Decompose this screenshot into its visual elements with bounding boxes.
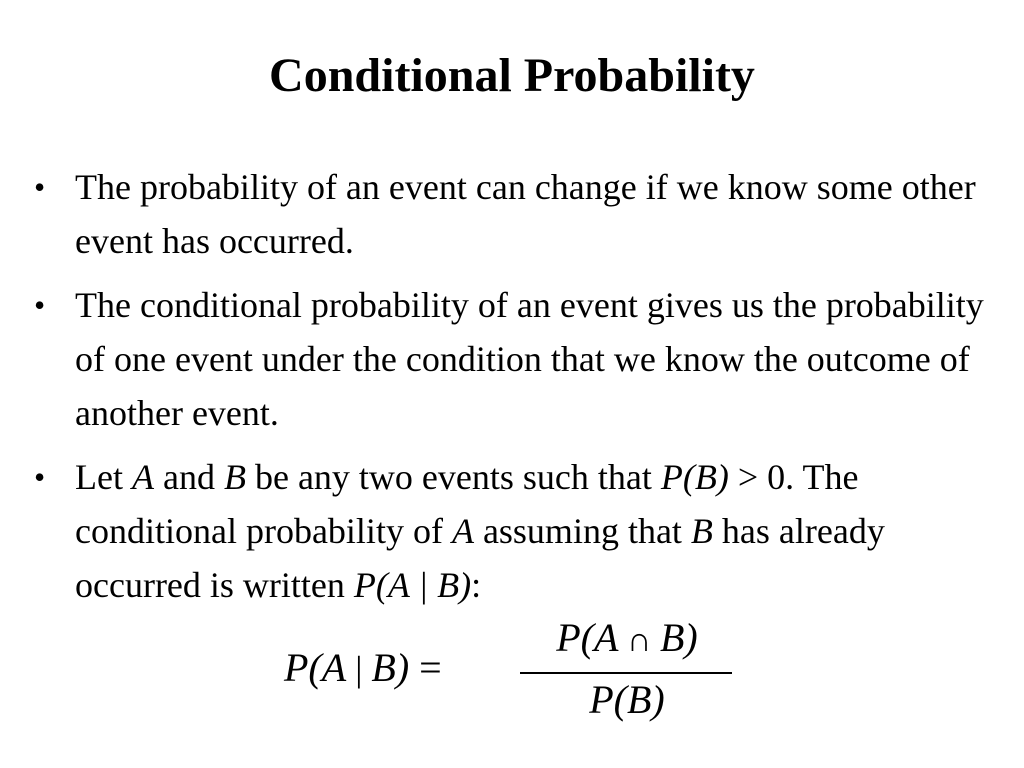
bullet-item: [32, 450, 992, 612]
text-segment: be any two events such that: [245, 457, 661, 497]
formula-lhs-close: B): [371, 645, 410, 690]
formula-lhs: [284, 644, 442, 691]
formula-denominator: P(B): [589, 677, 665, 722]
formula-lhs-open: P(A: [284, 645, 347, 690]
text-segment: > 0. The conditional probability of: [75, 457, 859, 551]
fraction-bar: [520, 672, 732, 674]
slide-title: Conditional Probability: [269, 49, 755, 102]
bullet-text: The conditional probability of an event gives us the probability of one event under the condition that we know the outcome of another event.: [75, 285, 984, 433]
expression-pb: P(B): [660, 457, 729, 497]
bullet-dot-icon: •: [34, 287, 46, 323]
formula-num-right: B): [659, 615, 698, 660]
bullet-item: [32, 160, 992, 268]
bullet-text: The probability of an event can change if we know some other event has occurred.: [75, 167, 976, 261]
bullet-text: [75, 457, 885, 605]
formula-given-bar: |: [346, 649, 372, 689]
variable-a: A: [131, 457, 154, 497]
bullet-dot-icon: •: [34, 459, 46, 495]
formula-numerator: [522, 614, 732, 661]
text-segment: Let: [75, 457, 132, 497]
text-segment: assuming that: [473, 511, 691, 551]
formula-num-left: P(A: [556, 615, 619, 660]
variable-b: B: [690, 511, 713, 551]
formula-equals: =: [409, 645, 442, 690]
conditional-probability-formula: [284, 615, 744, 730]
intersection-icon: ∩: [618, 622, 660, 659]
text-segment: and: [153, 457, 224, 497]
variable-b: B: [223, 457, 246, 497]
variable-a: A: [451, 511, 474, 551]
bullet-list: [32, 160, 992, 622]
expression-pab: P(A | B): [353, 565, 472, 605]
bullet-item: [32, 278, 992, 440]
bullet-dot-icon: •: [34, 169, 46, 205]
text-segment: has already occurred is written: [75, 511, 885, 605]
text-segment: :: [471, 565, 482, 605]
